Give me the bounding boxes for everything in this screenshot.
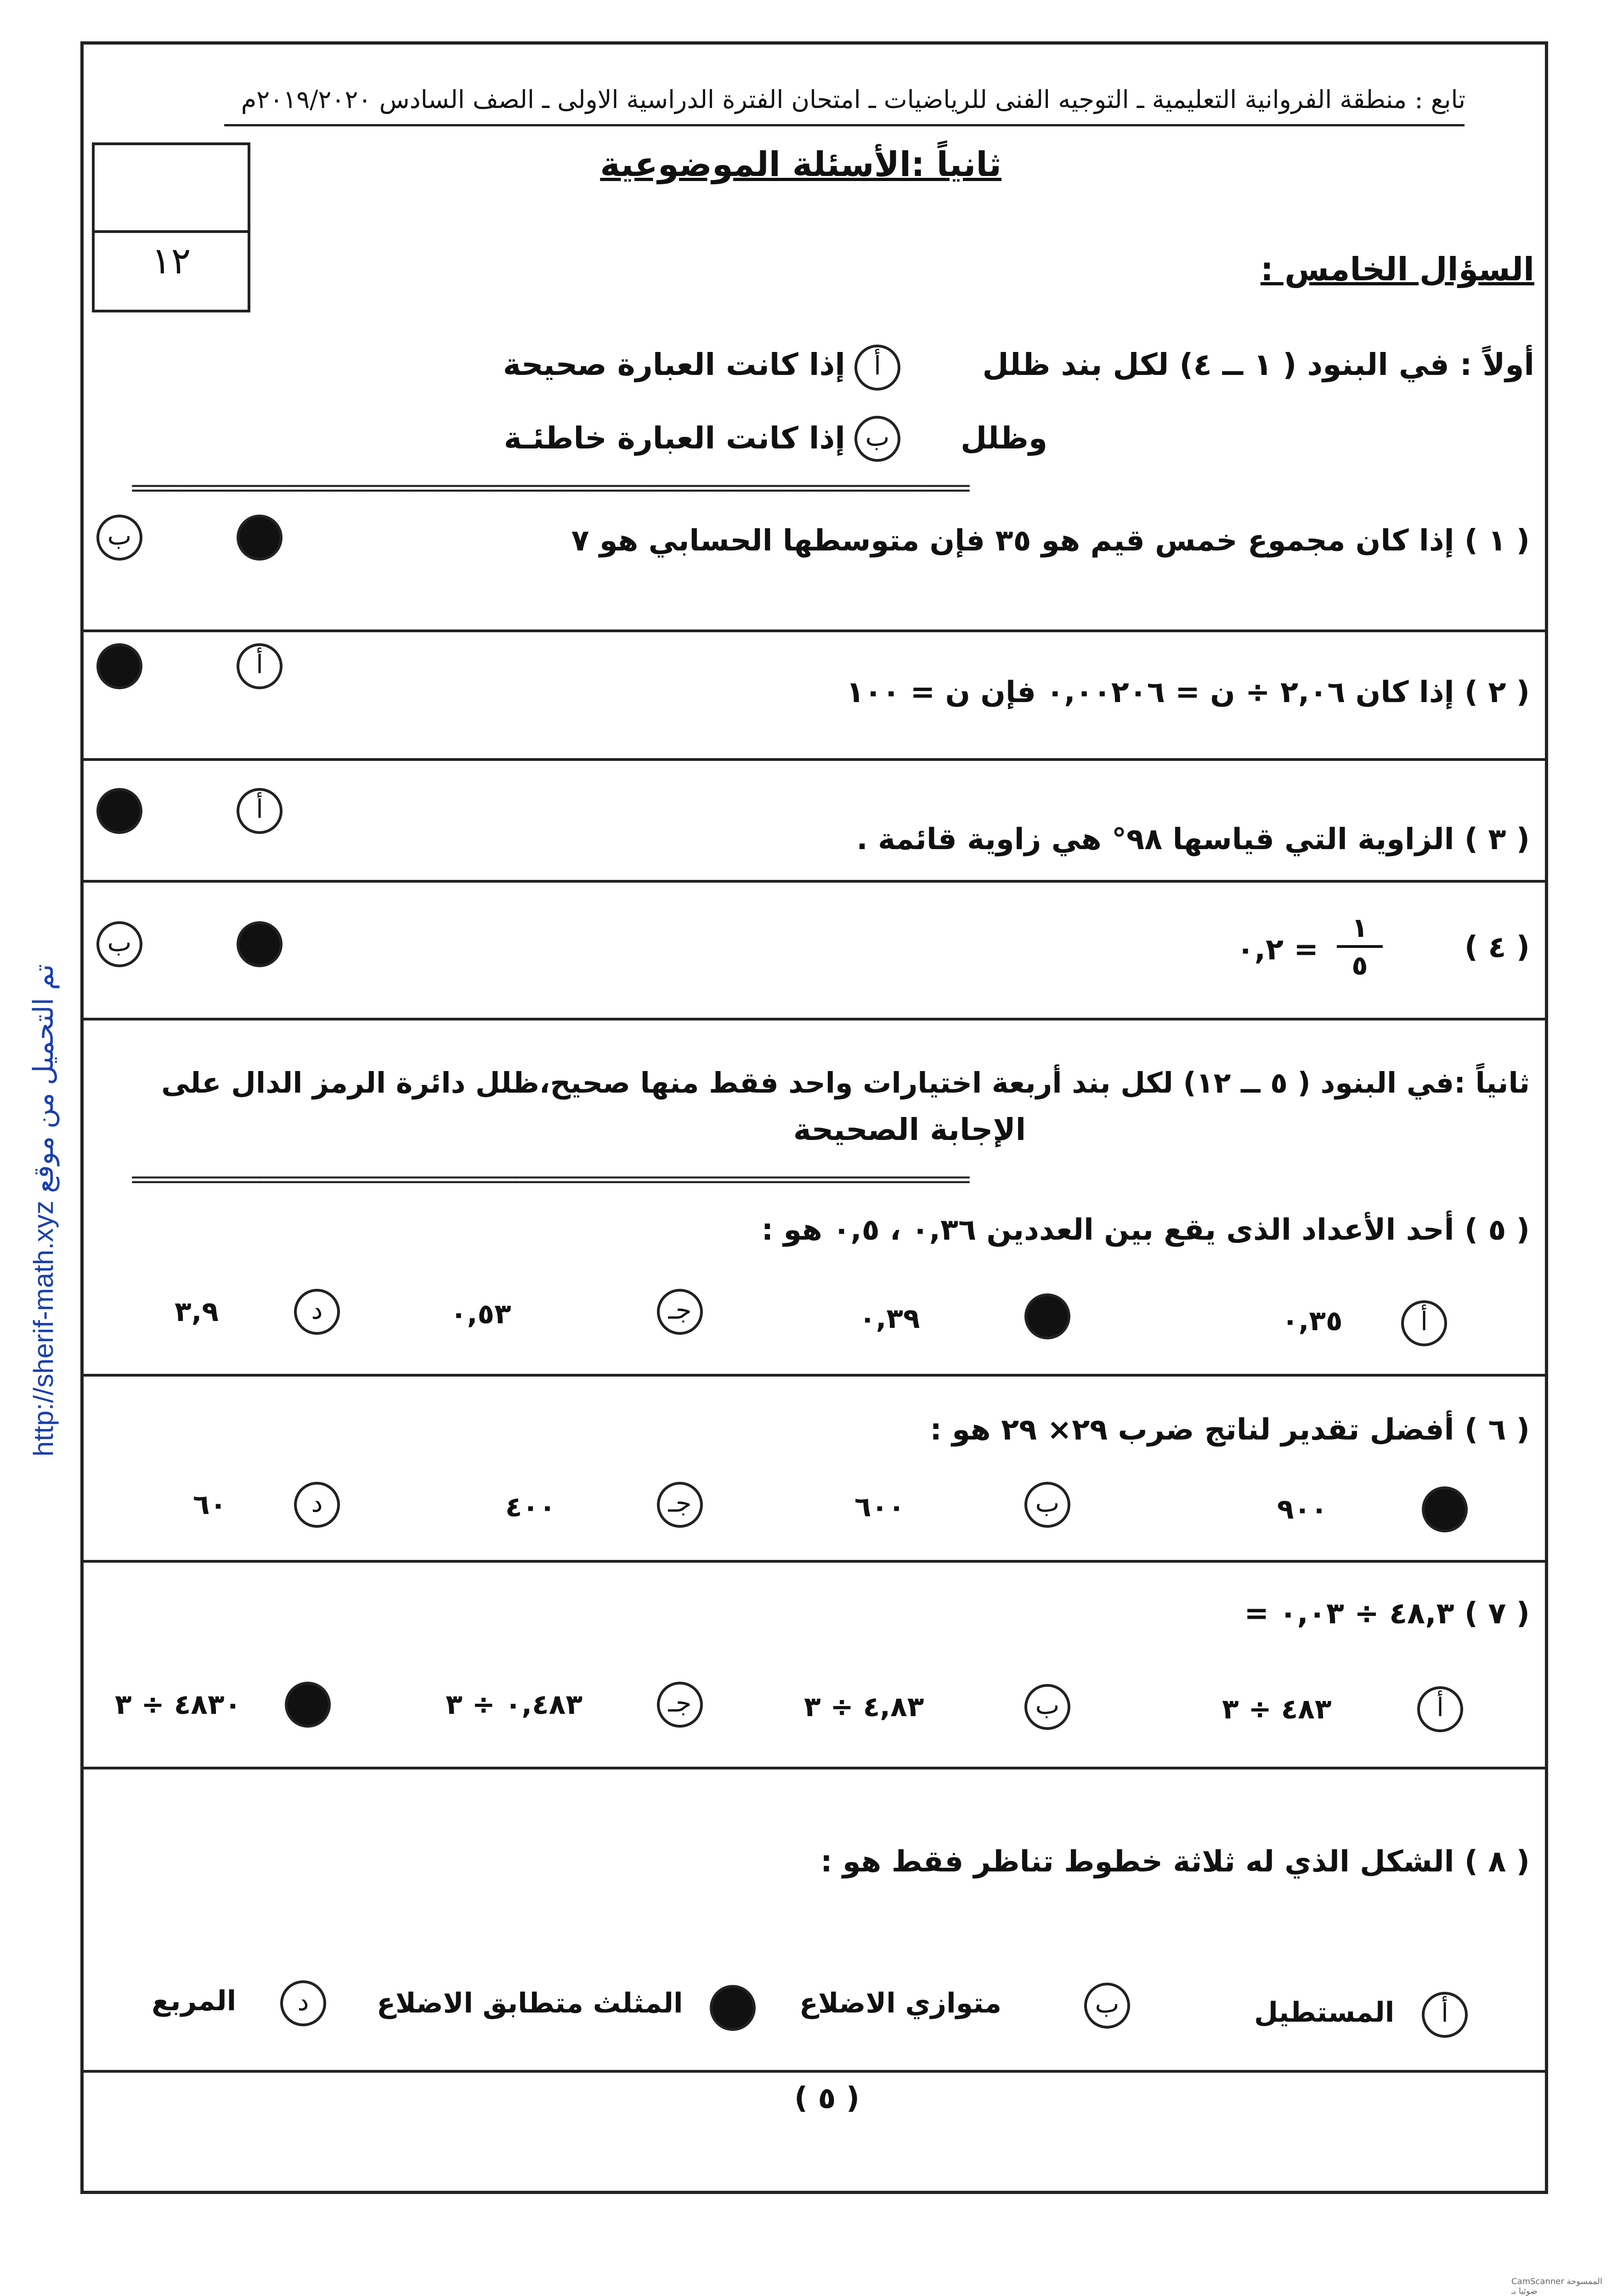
mc-item-5-text: ( ٥ ) أحد الأعداد الذى يقع بين العددين ٠,٣٦ ، ٠,٥ هو : [761, 1213, 1530, 1247]
page-number: ( ٥ ) [794, 2081, 860, 2115]
tf-item-1-text: ( ١ ) إذا كان مجموع خمس قيم هو ٣٥ فإن متوسطها الحسابي هو ٧ [571, 524, 1530, 558]
mc-item-6-option-c[interactable]: جـ [657, 1482, 703, 1528]
mc-item-7-option-a[interactable]: أ [1417, 1686, 1463, 1732]
mc-item-8-text: ( ٨ ) الشكل الذي له ثلاثة خطوط تناظر فقط هو : [820, 1845, 1530, 1879]
part1-true-label: إذا كانت العبارة صحيحة [503, 347, 845, 382]
mc-item-6-value-c: ٤٠٠ [505, 1491, 556, 1523]
mc-item-6-option-b[interactable]: ب [1024, 1482, 1070, 1528]
mc-item-6-value-b: ٦٠٠ [854, 1491, 905, 1523]
mc-item-7-option-b[interactable]: ب [1024, 1684, 1070, 1730]
score-box [92, 142, 250, 312]
separator-rule: ======================================================================== [131, 480, 968, 496]
tf-item-2-text: ( ٢ ) إذا كان ٢,٠٦ ÷ ن = ٠,٠٠٢٠٦ فإن ن = ١٠٠ [846, 675, 1530, 709]
mc-item-8-value-d: المربع [152, 1985, 237, 2017]
mc-item-5-option-c[interactable]: جـ [657, 1289, 703, 1335]
item-divider [84, 880, 1545, 883]
item-divider [84, 1374, 1545, 1377]
exam-header: تابع : منطقة الفروانية التعليمية ـ التوجيه الفنى للرياضيات ـ امتحان الفترة الدراسية الاولى ـ الصف السادس ٢٠١٩/٢٠٢٠م [241, 85, 1465, 114]
mc-item-5-value-d: ٣,٩ [175, 1296, 219, 1328]
item-divider [84, 758, 1545, 761]
item-divider [84, 1018, 1545, 1020]
mc-item-8-option-c-filled[interactable] [710, 1985, 756, 2031]
tf-item-2-option-a[interactable]: أ [237, 643, 283, 689]
mc-item-6-value-a: ٩٠٠ [1277, 1493, 1328, 1525]
part1-instruction-1: أولاً : في البنود ( ١ ــ ٤) لكل بند ظلل [982, 347, 1534, 382]
mc-item-8-option-a[interactable]: أ [1422, 1992, 1468, 2038]
mc-item-5-value-a: ٠,٣٥ [1282, 1305, 1343, 1337]
tf-item-4-option-b[interactable]: ب [96, 921, 142, 967]
mc-item-6-value-d: ٦٠ [193, 1489, 227, 1521]
fraction-numerator: ١ [1352, 912, 1368, 943]
mc-item-8-value-a: المستطيل [1254, 1996, 1395, 2029]
tf-item-3-text: ( ٣ ) الزاوية التي قياسها ٩٨° هي زاوية قائمة . [856, 822, 1530, 856]
item-divider [84, 629, 1545, 632]
mc-item-8-option-d[interactable]: د [280, 1980, 326, 2026]
part2-instruction-2: الإجابة الصحيحة [793, 1112, 1026, 1147]
score-box-divider [95, 230, 248, 233]
mc-item-5-value-b: ٠,٣٩ [859, 1303, 920, 1335]
mc-item-6-option-d[interactable]: د [294, 1482, 340, 1528]
mc-item-7-option-d-filled[interactable] [285, 1682, 331, 1728]
tf-item-1-option-a-filled[interactable] [237, 515, 283, 561]
score-value: ١٢ [151, 239, 191, 282]
item-divider [84, 1767, 1545, 1769]
header-underline [224, 124, 1465, 126]
item-divider [84, 1560, 1545, 1563]
scanner-footer: CamScanner الممسوحة ضوئيا بـ [1511, 2277, 1602, 2296]
tf-item-1-option-b[interactable]: ب [96, 515, 142, 561]
fraction-denominator: ٥ [1352, 950, 1368, 981]
section-title: ثانياً :الأسئلة الموضوعية [600, 145, 1001, 184]
mc-item-8-value-b: متوازي الاضلاع [799, 1987, 1002, 2019]
part2-instruction-1: ثانياً :في البنود ( ٥ ــ ١٢) لكل بند أربعة اختيارات واحد فقط منها صحيح،ظلل دائرة الرمز الدال على [161, 1066, 1530, 1100]
mc-item-6-text: ( ٦ ) أفضل تقدير لناتج ضرب ٢٩× ٢٩ هو : [930, 1413, 1530, 1447]
mc-item-7-value-a: ٤٨٣ ÷ ٣ [1222, 1693, 1332, 1725]
option-b-legend: ب [854, 416, 900, 462]
fraction-bar [1337, 945, 1383, 948]
mc-item-7-option-c[interactable]: جـ [657, 1682, 703, 1728]
part1-instruction-2: وظلل [960, 420, 1047, 456]
mc-item-8-value-c: المثلث متطابق الاضلاع [377, 1987, 683, 2019]
mc-item-7-value-d: ٤٨٣٠ ÷ ٣ [115, 1689, 242, 1721]
mc-item-8-option-b[interactable]: ب [1084, 1983, 1130, 2029]
mc-item-5-value-c: ٠,٥٣ [450, 1298, 511, 1330]
tf-item-2-option-b-filled[interactable] [96, 643, 142, 689]
mc-item-7-value-b: ٤,٨٣ ÷ ٣ [804, 1691, 924, 1723]
separator-rule: ======================================================================== [131, 1172, 968, 1187]
mc-item-5-option-a[interactable]: أ [1401, 1300, 1447, 1346]
tf-item-4-number: ( ٤ ) [1464, 930, 1530, 964]
part1-false-label: إذا كانت العبارة خاطئـة [503, 420, 845, 456]
tf-item-3-option-b-filled[interactable] [96, 788, 142, 834]
item-divider [84, 2070, 1545, 2073]
mc-item-6-option-a-filled[interactable] [1422, 1486, 1468, 1532]
fraction-one-fifth [1332, 912, 1387, 981]
question-title: السؤال الخامس : [1260, 250, 1534, 288]
tf-item-4-rest: = ٠,٢ [1236, 933, 1318, 967]
tf-item-3-option-a[interactable]: أ [237, 788, 283, 834]
option-a-legend: أ [854, 345, 900, 391]
mc-item-5-option-d[interactable]: د [294, 1289, 340, 1335]
mc-item-7-text: ( ٧ ) ٤٨,٣ ÷ ٠,٠٣ = [1244, 1597, 1530, 1631]
mc-item-5-option-b-filled[interactable] [1024, 1293, 1070, 1339]
source-watermark: http://sherif-math.xyz تم التحميل من موقع [28, 964, 59, 1457]
tf-item-4-option-a-filled[interactable] [237, 921, 283, 967]
mc-item-7-value-c: ٠,٤٨٣ ÷ ٣ [446, 1689, 582, 1721]
